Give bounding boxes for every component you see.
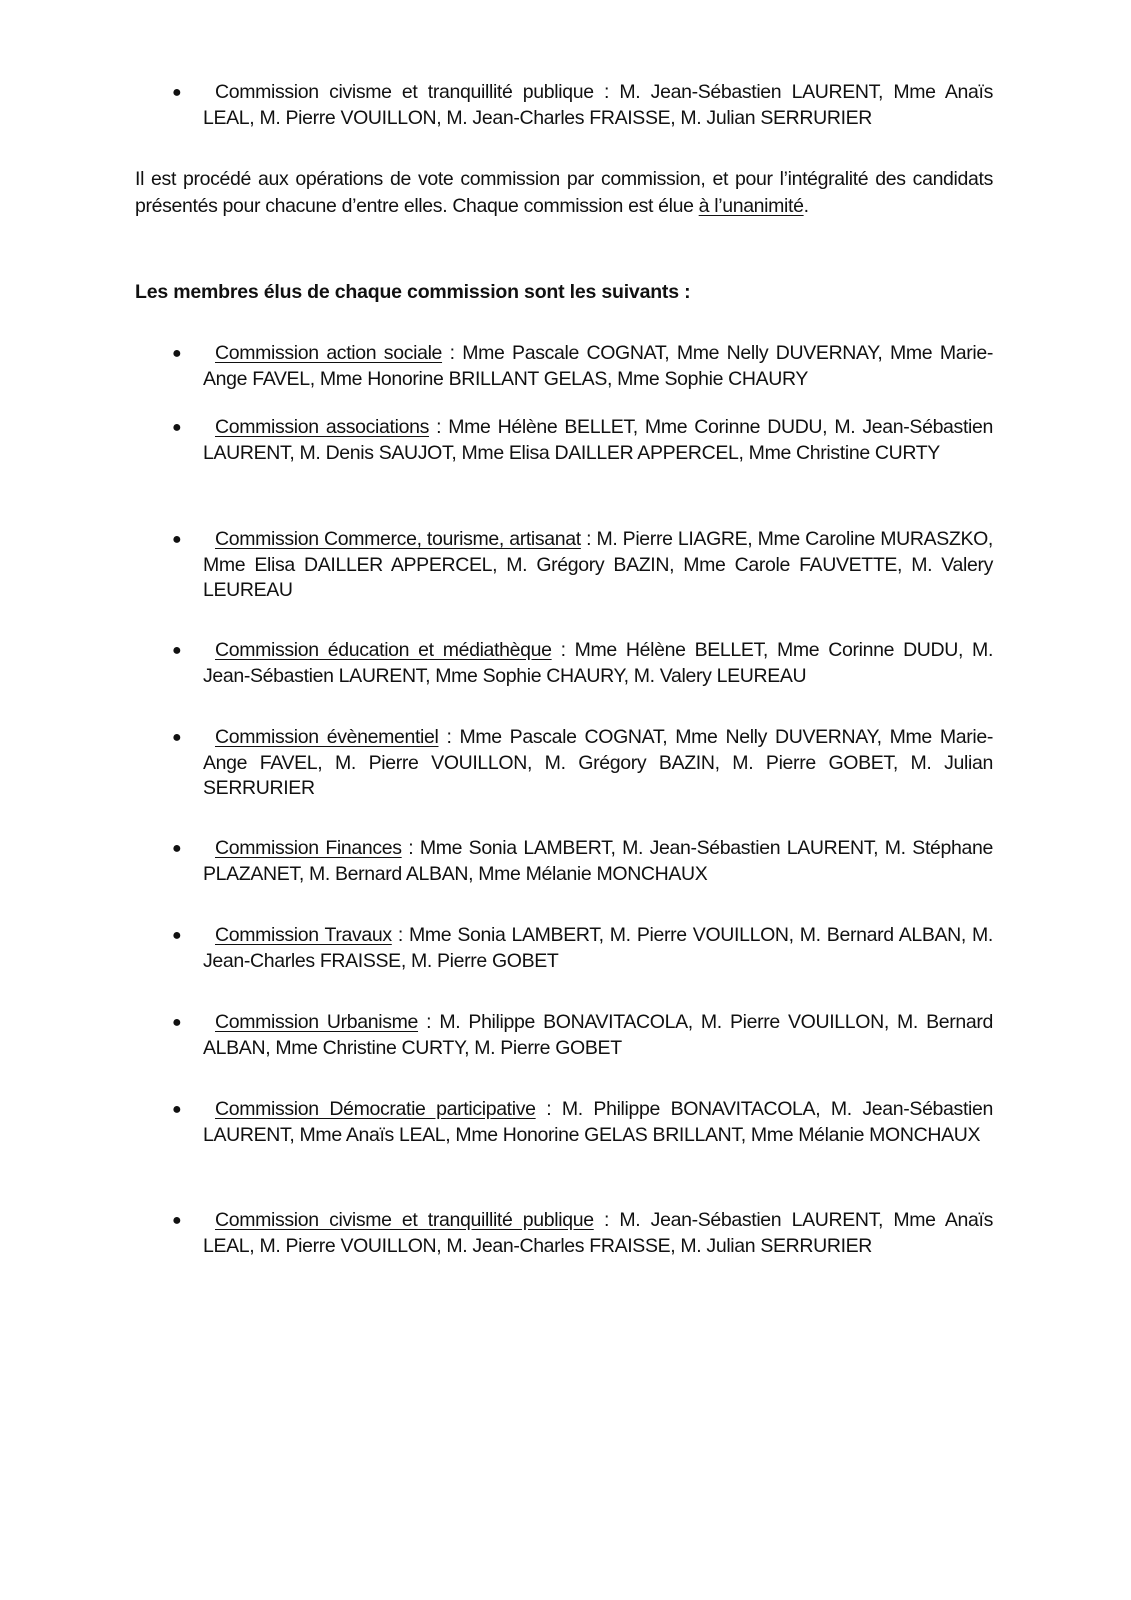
bullet-icon: ● xyxy=(172,729,182,746)
commission-members: : Mme Sonia LAMBERT, M. Pierre VOUILLON, M. Bernard ALBAN, M. Jean-Charles FRAISSE, M. Pierre GOBET xyxy=(203,924,993,972)
commission-title: Commission Démocratie participative xyxy=(215,1098,536,1120)
list-item xyxy=(172,638,994,689)
commission-members: : Mme Sonia LAMBERT, M. Jean-Sébastien LAURENT, M. Stéphane PLAZANET, M. Bernard ALBAN, Mme Mélanie MONCHAUX xyxy=(203,837,993,885)
bullet-icon: ● xyxy=(172,1212,182,1229)
bullet-icon: ● xyxy=(172,1101,182,1118)
commission-members: : M. Philippe BONAVITACOLA, M. Pierre VOUILLON, M. Bernard ALBAN, Mme Christine CURTY, M. Pierre GOBET xyxy=(203,1011,994,1059)
commission-title: Commission action sociale xyxy=(215,342,443,364)
commission-members: : M. Philippe BONAVITACOLA, M. Jean-Sébastien LAURENT, Mme Anaïs LEAL, Mme Honorine GELAS BRILLANT, Mme Mélanie MONCHAUX xyxy=(203,1098,993,1146)
commission-title: Commission éducation et médiathèque xyxy=(215,639,552,661)
list-item xyxy=(172,1097,993,1148)
list-item xyxy=(172,527,993,604)
list-item-top xyxy=(172,80,993,131)
commission-title: Commission Travaux xyxy=(215,924,392,946)
bullet-icon: ● xyxy=(172,927,182,944)
commission-members: : Mme Hélène BELLET, Mme Corinne DUDU, M. Jean-Sébastien LAURENT, Mme Sophie CHAURY, M. Valery LEUREAU xyxy=(203,639,994,687)
commission-members: : M. Pierre LIAGRE, Mme Caroline MURASZKO, Mme Elisa DAILLER APPERCEL, M. Grégory BAZIN, Mme Carole FAUVETTE, M. Valery LEUREAU xyxy=(203,528,993,601)
list-item xyxy=(172,923,993,974)
commission-title: Commission Urbanisme xyxy=(215,1011,419,1033)
section-heading: Les membres élus de chaque commission sont les suivants : xyxy=(135,281,691,303)
paragraph-end: . xyxy=(803,194,809,217)
paragraph-text: Il est procédé aux opérations de vote commission par commission, et pour l’intégralité des candidats présentés pour chacune d’entre elles. Chaque commission est élue xyxy=(135,168,993,217)
bullet-icon: ● xyxy=(172,840,182,857)
list-item xyxy=(172,725,993,802)
commission-members: : Mme Pascale COGNAT, Mme Nelly DUVERNAY, Mme Marie-Ange FAVEL, Mme Honorine BRILLANT GELAS, Mme Sophie CHAURY xyxy=(203,342,993,390)
bullet-icon: ● xyxy=(172,642,182,659)
bullet-icon: ● xyxy=(172,345,182,362)
commission-title: Commission civisme et tranquillité publique xyxy=(215,1209,594,1231)
commission-title: Commission Commerce, tourisme, artisanat xyxy=(215,528,581,550)
commission-title: Commission Finances xyxy=(215,837,402,859)
commission-members: : Mme Pascale COGNAT, Mme Nelly DUVERNAY, Mme Marie-Ange FAVEL, M. Pierre VOUILLON, M. Grégory BAZIN, M. Pierre GOBET, M. Julian SERRURIER xyxy=(203,726,993,799)
commission-title: Commission associations xyxy=(215,416,429,438)
bullet-icon: ● xyxy=(172,531,182,548)
list-item xyxy=(172,836,993,887)
vote-paragraph xyxy=(135,166,993,219)
paragraph-underlined: à l’unanimité xyxy=(698,194,804,217)
item-title: Commission civisme et tranquillité publique xyxy=(215,81,594,103)
list-item xyxy=(172,1010,994,1061)
list-item xyxy=(172,415,993,466)
list-item xyxy=(172,1208,993,1259)
bullet-icon: ● xyxy=(172,1014,182,1031)
bullet-icon: ● xyxy=(172,419,182,436)
commission-members: : M. Jean-Sébastien LAURENT, Mme Anaïs LEAL, M. Pierre VOUILLON, M. Jean-Charles FRAISSE, M. Julian SERRURIER xyxy=(203,1209,993,1257)
item-members: : M. Jean-Sébastien LAURENT, Mme Anaïs LEAL, M. Pierre VOUILLON, M. Jean-Charles FRAISSE, M. Julian SERRURIER xyxy=(203,81,993,129)
commission-members: : Mme Hélène BELLET, Mme Corinne DUDU, M. Jean-Sébastien LAURENT, M. Denis SAUJOT, Mme Elisa DAILLER APPERCEL, Mme Christine CURTY xyxy=(203,416,993,464)
bullet-icon: ● xyxy=(172,84,182,101)
commission-title: Commission évènementiel xyxy=(215,726,439,748)
list-item xyxy=(172,341,993,392)
